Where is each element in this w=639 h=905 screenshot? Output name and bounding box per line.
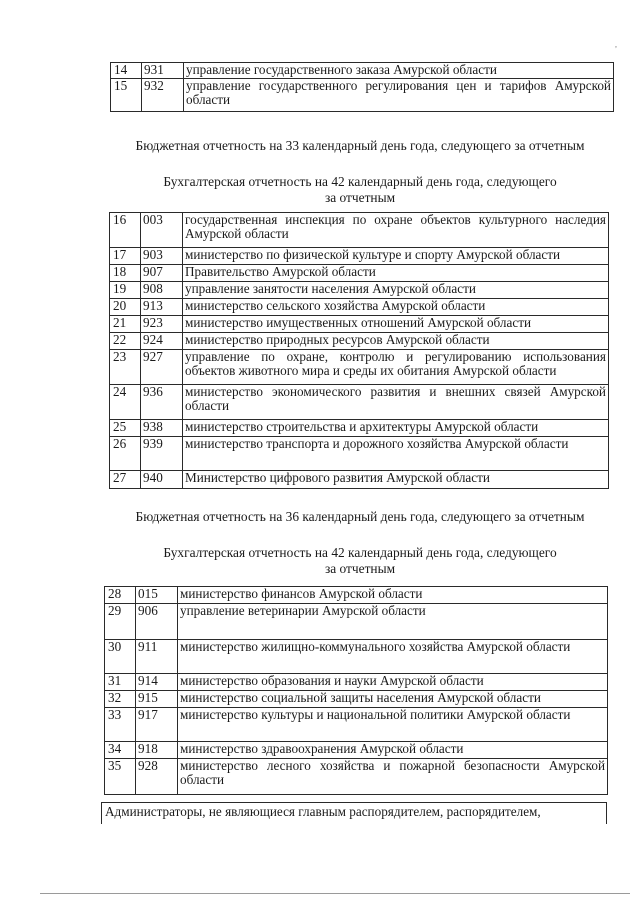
- row-number: 31: [105, 674, 136, 691]
- table-row: [110, 471, 609, 489]
- row-number: 25: [110, 420, 141, 437]
- accounting-deadline-line-2: за отчетным: [324, 190, 396, 205]
- row-number: 14: [111, 63, 142, 79]
- table-row: [110, 265, 609, 282]
- row-number: 23: [110, 350, 141, 385]
- department-code: 915: [136, 691, 178, 708]
- accounting-deadline-heading-1: [100, 174, 620, 206]
- accounting-deadline-line-1: Бухгалтерская отчетность на 42 календарный день года, следующего: [163, 174, 557, 189]
- table-row: [105, 691, 608, 708]
- table-row: [105, 587, 608, 604]
- table-row: [111, 79, 614, 112]
- department-code: 923: [141, 316, 183, 333]
- row-number: 21: [110, 316, 141, 333]
- department-name: министерство по физической культуре и спорту Амурской области: [183, 248, 609, 265]
- department-code: 913: [141, 299, 183, 316]
- department-name: министерство экономического развития и внешних связей Амурской области: [183, 385, 609, 420]
- row-number: 32: [105, 691, 136, 708]
- row-number: 35: [105, 759, 136, 795]
- department-code: 931: [142, 63, 184, 79]
- table-row: [110, 248, 609, 265]
- row-number: 29: [105, 604, 136, 640]
- table-row: [110, 333, 609, 350]
- row-number: 18: [110, 265, 141, 282]
- row-number: 30: [105, 640, 136, 674]
- department-name: министерство природных ресурсов Амурской области: [183, 333, 609, 350]
- accounting-deadline-heading-2: [100, 545, 620, 577]
- admin-note: Администраторы, не являющиеся главным распорядителем, распорядителем,: [101, 802, 607, 824]
- row-number: 22: [110, 333, 141, 350]
- department-code: 015: [136, 587, 178, 604]
- department-name: министерство сельского хозяйства Амурской области: [183, 299, 609, 316]
- department-name: Министерство цифрового развития Амурской области: [183, 471, 609, 489]
- department-name: управление государственного заказа Амурской области: [184, 63, 614, 79]
- department-name: управление государственного регулирования цен и тарифов Амурской области: [184, 79, 614, 112]
- table-row: [111, 63, 614, 79]
- department-code: 906: [136, 604, 178, 640]
- department-code: 911: [136, 640, 178, 674]
- department-code: 939: [141, 437, 183, 471]
- department-name: министерство здравоохранения Амурской области: [178, 742, 608, 759]
- accounting-deadline-line-1: Бухгалтерская отчетность на 42 календарный день года, следующего: [163, 545, 557, 560]
- row-number: 19: [110, 282, 141, 299]
- department-code: 908: [141, 282, 183, 299]
- row-number: 24: [110, 385, 141, 420]
- table-row: [110, 420, 609, 437]
- table-row: [110, 299, 609, 316]
- budget-deadline-33: Бюджетная отчетность на 33 календарный день года, следующего за отчетным: [135, 138, 585, 153]
- department-name: управление по охране, контролю и регулированию использования объектов животного мира и среды их обитания Амурской области: [183, 350, 609, 385]
- department-name: министерство социальной защиты населения Амурской области: [178, 691, 608, 708]
- department-name: управление ветеринарии Амурской области: [178, 604, 608, 640]
- table-row: [105, 674, 608, 691]
- department-code: 938: [141, 420, 183, 437]
- department-name: министерство образования и науки Амурской области: [178, 674, 608, 691]
- department-name: министерство лесного хозяйства и пожарной безопасности Амурской области: [178, 759, 608, 795]
- row-number: 33: [105, 708, 136, 742]
- row-number: 17: [110, 248, 141, 265]
- table-block-3: [104, 586, 608, 795]
- department-code: 940: [141, 471, 183, 489]
- table-row: [105, 708, 608, 742]
- table-row: [110, 437, 609, 471]
- department-name: министерство строительства и архитектуры Амурской области: [183, 420, 609, 437]
- department-name: государственная инспекция по охране объектов культурного наследия Амурской области: [183, 213, 609, 248]
- table-row: [110, 316, 609, 333]
- table-row: [110, 213, 609, 248]
- table-row: [105, 742, 608, 759]
- budget-deadline-36: Бюджетная отчетность на 36 календарный день года, следующего за отчетным: [135, 509, 585, 524]
- accounting-deadline-line-2: за отчетным: [324, 561, 396, 576]
- table-row: [105, 640, 608, 674]
- department-name: Правительство Амурской области: [183, 265, 609, 282]
- department-code: 907: [141, 265, 183, 282]
- row-number: 27: [110, 471, 141, 489]
- table-row: [105, 604, 608, 640]
- department-name: министерство культуры и национальной политики Амурской области: [178, 708, 608, 742]
- row-number: 26: [110, 437, 141, 471]
- row-number: 16: [110, 213, 141, 248]
- department-name: управление занятости населения Амурской области: [183, 282, 609, 299]
- table-row: [110, 350, 609, 385]
- department-name: министерство транспорта и дорожного хозяйства Амурской области: [183, 437, 609, 471]
- row-number: 15: [111, 79, 142, 112]
- department-code: 928: [136, 759, 178, 795]
- department-name: министерство жилищно-коммунального хозяйства Амурской области: [178, 640, 608, 674]
- department-code: 932: [142, 79, 184, 112]
- department-name: министерство финансов Амурской области: [178, 587, 608, 604]
- table-block-1: [110, 62, 614, 112]
- department-code: 917: [136, 708, 178, 742]
- page-bottom-rule: [40, 893, 630, 894]
- department-code: 003: [141, 213, 183, 248]
- department-code: 936: [141, 385, 183, 420]
- department-code: 918: [136, 742, 178, 759]
- row-number: 28: [105, 587, 136, 604]
- department-name: министерство имущественных отношений Амурской области: [183, 316, 609, 333]
- table-row: [105, 759, 608, 795]
- row-number: 34: [105, 742, 136, 759]
- table-row: [110, 282, 609, 299]
- department-code: 914: [136, 674, 178, 691]
- table-row: [110, 385, 609, 420]
- department-code: 903: [141, 248, 183, 265]
- row-number: 20: [110, 299, 141, 316]
- scan-speck-mark: ,: [615, 40, 617, 49]
- department-code: 924: [141, 333, 183, 350]
- table-block-2: [109, 212, 609, 489]
- department-code: 927: [141, 350, 183, 385]
